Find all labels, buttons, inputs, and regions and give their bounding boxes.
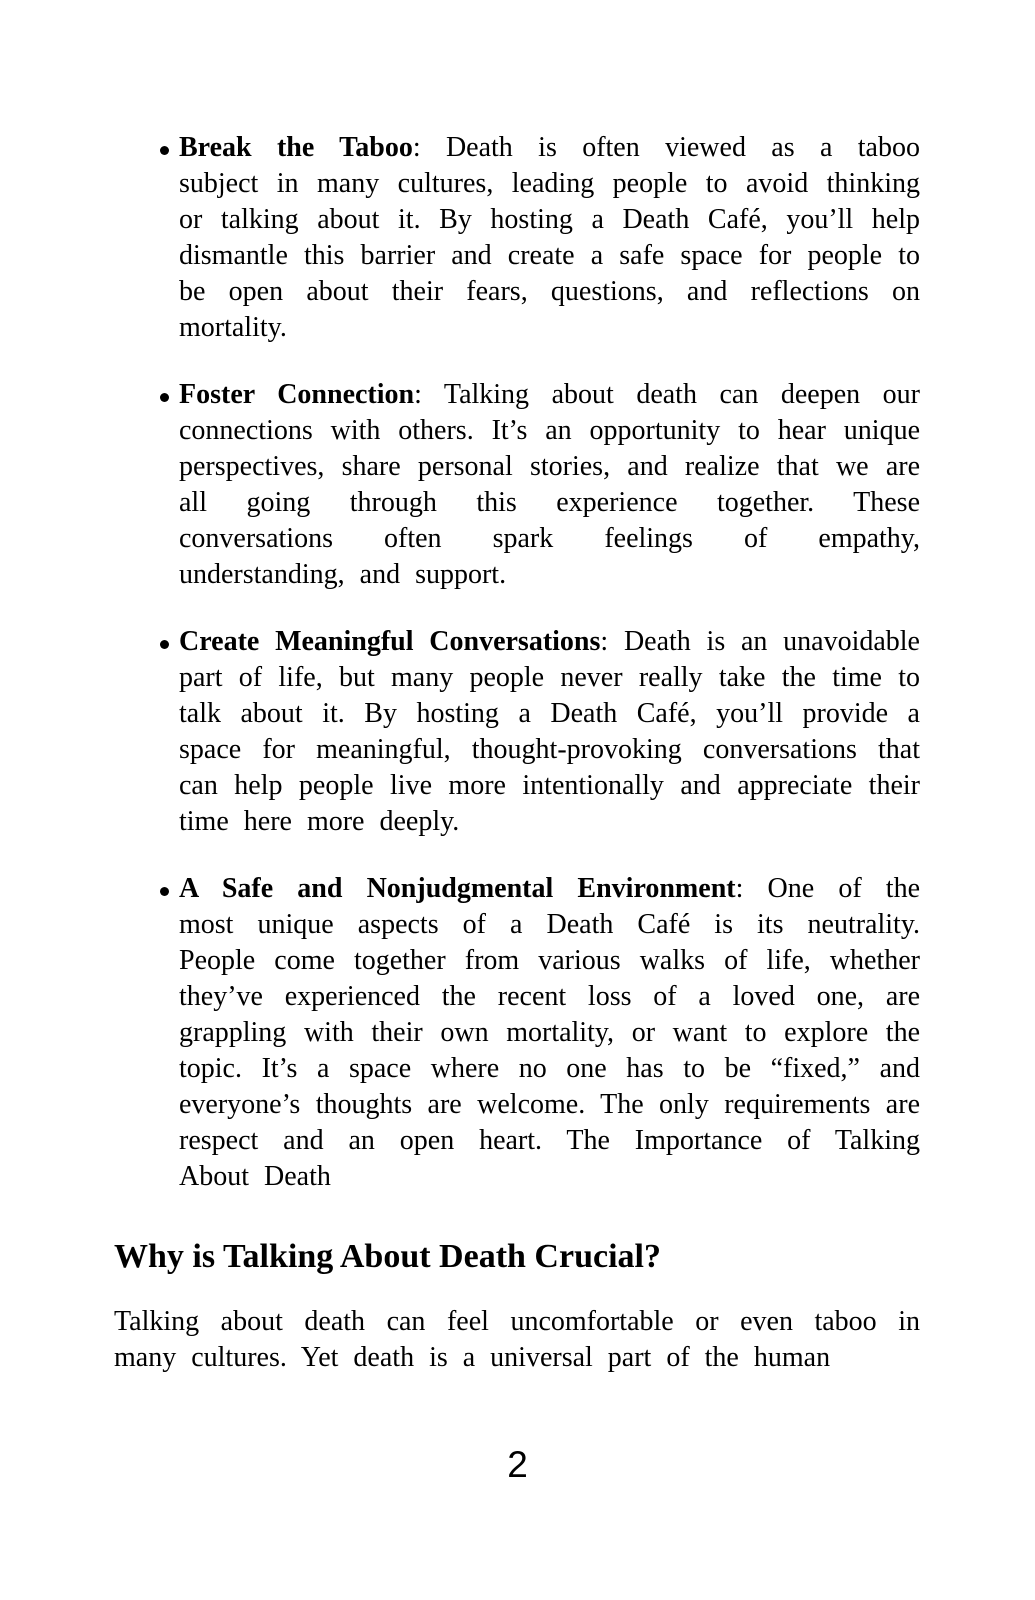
bullet-item bbox=[114, 377, 920, 593]
bullet-dot-icon bbox=[160, 887, 169, 896]
bullet-separator: : bbox=[414, 379, 444, 410]
bullet-body-text: One of the most unique aspects of a Death Café is its neutrality. People come together from various walks of life, whether they’ve experienced the recent loss of a loved one, are grappling with their own mortality, or want to explore the topic. It’s a space where no one has to be “fixed,” and everyone’s thoughts are welcome. The only requirements are respect and an open heart. The Importance of Talking About Death bbox=[179, 873, 921, 1192]
bullet-title: Create Meaningful Conversations bbox=[179, 626, 601, 657]
bullet-item bbox=[114, 624, 920, 840]
section-heading: Why is Talking About Death Crucial? bbox=[114, 1238, 661, 1275]
bullet-title: A Safe and Nonjudgmental Environment bbox=[179, 873, 736, 904]
bullet-dot-icon bbox=[160, 640, 169, 649]
body-paragraph: Talking about death can feel uncomfortable or even taboo in many cultures. Yet death is a universal part of the human bbox=[114, 1306, 920, 1373]
bullet-paragraph bbox=[179, 130, 920, 346]
bullet-title: Break the Taboo bbox=[179, 132, 413, 163]
page-content bbox=[114, 130, 920, 1376]
page-number: 2 bbox=[507, 1444, 528, 1485]
bullet-separator: : bbox=[735, 873, 768, 904]
bullet-paragraph bbox=[179, 377, 920, 593]
bullet-body-text: Death is often viewed as a taboo subject in many cultures, leading people to avoid thinking or talking about it. By hosting a Death Café, you’ll help dismantle this barrier and create a safe space for people to be open about their fears, questions, and reflections on mortality. bbox=[179, 132, 920, 343]
bullet-dot-icon bbox=[160, 393, 169, 402]
bullet-title: Foster Connection bbox=[179, 379, 415, 410]
bullet-item bbox=[114, 871, 920, 1195]
bullet-paragraph bbox=[179, 624, 920, 840]
bullet-body-text: Death is an unavoidable part of life, but many people never really take the time to talk about it. By hosting a Death Café, you’ll provide a space for meaningful, thought-provoking conversations that can help people live more intentionally and appreciate their time here more deeply. bbox=[179, 626, 920, 837]
bullet-body-text: Talking about death can deepen our connections with others. It’s an opportunity to hear unique perspectives, share personal stories, and realize that we are all going through this experience together. These conversations often spark feelings of empathy, understanding, and support. bbox=[179, 379, 920, 590]
bullet-paragraph bbox=[179, 871, 920, 1195]
bullet-list bbox=[114, 130, 920, 1195]
bullet-item bbox=[114, 130, 920, 346]
bullet-dot-icon bbox=[160, 146, 169, 155]
bullet-separator: : bbox=[600, 626, 624, 657]
bullet-separator: : bbox=[412, 132, 446, 163]
